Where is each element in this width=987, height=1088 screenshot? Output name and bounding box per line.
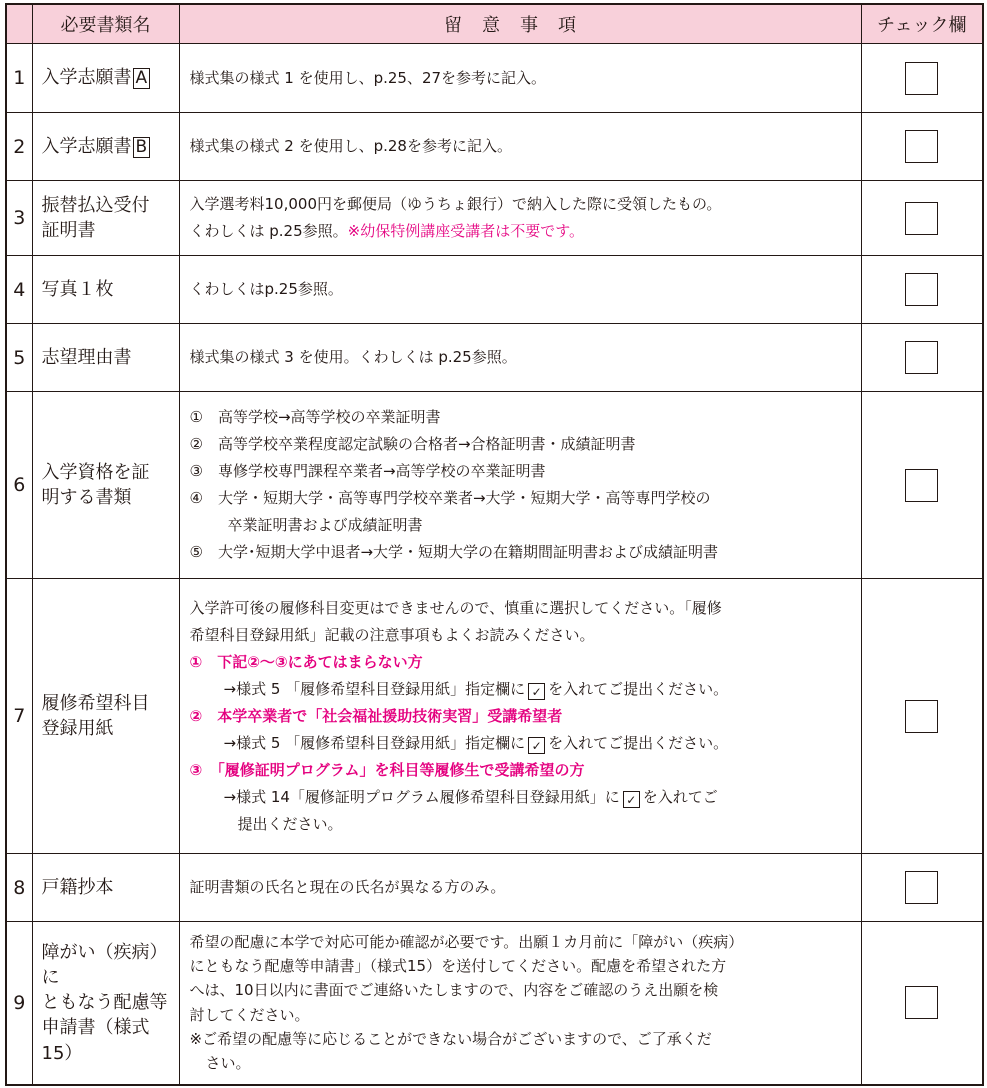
row-number: 4	[6, 256, 32, 324]
table-row	[6, 113, 983, 181]
row-number: 2	[6, 113, 32, 181]
document-note: 様式集の様式 2 を使用し、p.28を参考に記入。	[179, 113, 861, 181]
row-number: 8	[6, 854, 32, 922]
option-heading: ② 本学卒業者で「社会福祉援助技術実習」受講希望者	[189, 706, 563, 725]
document-name: 障がい（疾病）に ともなう配慮等 申請書（様式15）	[32, 922, 179, 1085]
document-name: 志望理由書	[32, 324, 179, 392]
row-number: 3	[6, 181, 32, 256]
table-row	[6, 922, 983, 1085]
check-cell	[861, 44, 983, 113]
checkbox[interactable]	[905, 700, 938, 733]
document-note	[179, 392, 861, 579]
checkmark-icon: ✓	[528, 737, 545, 754]
header-num	[6, 4, 32, 44]
check-cell	[861, 579, 983, 854]
checkbox[interactable]	[905, 202, 938, 235]
check-cell	[861, 256, 983, 324]
header-check: チェック欄	[861, 4, 983, 44]
required-documents-table	[5, 3, 984, 1086]
table-header-row	[6, 4, 983, 44]
check-cell	[861, 854, 983, 922]
checkmark-icon: ✓	[623, 791, 640, 808]
form-tag: A	[133, 68, 151, 89]
document-name: 履修希望科目 登録用紙	[32, 579, 179, 854]
checkbox[interactable]	[905, 341, 938, 374]
row-number: 1	[6, 44, 32, 113]
list-item: ④ 大学・短期大学・高等専門学校卒業者→大学・短期大学・高等専門学校の	[189, 489, 711, 507]
table-row	[6, 324, 983, 392]
document-name: 入学志願書 B	[32, 113, 179, 181]
table-row	[6, 181, 983, 256]
list-item: ③ 専修学校専門課程卒業者→高等学校の卒業証明書	[189, 462, 546, 480]
document-name: 振替払込受付 証明書	[32, 181, 179, 256]
checkbox[interactable]	[905, 273, 938, 306]
list-item-continuation: 卒業証明書および成績証明書	[227, 516, 423, 534]
document-name: 戸籍抄本	[32, 854, 179, 922]
table-row	[6, 579, 983, 854]
document-note: 入学選考料10,000円を郵便局（ゆうちょ銀行）で納入した際に受領したもの。 くわしくは p.25参照。※幼保特例講座受講者は不要です。	[179, 181, 861, 256]
checkbox[interactable]	[905, 986, 938, 1019]
table-row	[6, 854, 983, 922]
checkbox[interactable]	[905, 130, 938, 163]
list-item: ② 高等学校卒業程度認定試験の合格者→合格証明書・成績証明書	[189, 435, 636, 453]
list-item: ⑤ 大学･短期大学中退者→大学・短期大学の在籍期間証明書および成績証明書	[189, 543, 719, 561]
document-name: 写真１枚	[32, 256, 179, 324]
document-name: 入学資格を証 明する書類	[32, 392, 179, 579]
check-cell	[861, 324, 983, 392]
document-note: 証明書類の氏名と現在の氏名が異なる方のみ。	[179, 854, 861, 922]
document-note: 様式集の様式 3 を使用。くわしくは p.25参照。	[179, 324, 861, 392]
option-instruction: →様式 5 「履修希望科目登録用紙」指定欄に ✓ を入れてご提出ください。	[223, 679, 729, 699]
row-number: 7	[6, 579, 32, 854]
document-note: 希望の配慮に本学で対応可能か確認が必要です。出願１カ月前に「障がい（疾病） にともなう配慮等申請書」（様式15）を送付してください。配慮を希望された方 へは、10日以内に書面でご連絡いたしますので、内容をご確認のうえ出願を検 討してください。 ※ご希望の配慮等に応じることができない場合がございますので、ご了承くだ さい。	[179, 922, 861, 1085]
table-row	[6, 256, 983, 324]
checkbox[interactable]	[905, 469, 938, 502]
header-document-name: 必要書類名	[32, 4, 179, 44]
option-instruction: →様式 14「履修証明プログラム履修希望科目登録用紙」に ✓ を入れてご	[223, 787, 718, 807]
option-instruction: →様式 5 「履修希望科目登録用紙」指定欄に ✓ を入れてご提出ください。	[223, 733, 729, 753]
row-number: 6	[6, 392, 32, 579]
document-note: 様式集の様式 1 を使用し、p.25、27を参考に記入。	[179, 44, 861, 113]
checkbox[interactable]	[905, 62, 938, 95]
header-notes: 留意事項	[179, 4, 861, 44]
table-row	[6, 44, 983, 113]
form-tag: B	[133, 137, 151, 158]
table-row	[6, 392, 983, 579]
document-note: 入学許可後の履修科目変更はできませんので、慎重に選択してください。「履修 希望科目登録用紙」記載の注意事項もよくお読みください。 ① 下記②～③にあてはまらない方 →様式 5 「履修希望科目登録用紙」指定欄に ✓ を入れてご提出ください。 ② 本学卒業者で「社会福祉援助技術実習」受講希望者 →様式 5 「履修希望科目登録用紙」指定欄に ✓ を入れてご提出ください。 ③ 「履修証明プログラム」を科目等履修生で受講希望の方 →様式 14「履修証明プログラム履修希望科目登録用紙」に ✓ を入れてご 提出ください。	[179, 579, 861, 854]
check-cell	[861, 181, 983, 256]
document-note: くわしくはp.25参照。	[179, 256, 861, 324]
checkbox[interactable]	[905, 871, 938, 904]
check-cell	[861, 922, 983, 1085]
check-cell	[861, 113, 983, 181]
option-heading: ① 下記②～③にあてはまらない方	[189, 652, 423, 671]
document-name: 入学志願書 A	[32, 44, 179, 113]
exemption-note: ※幼保特例講座受講者は不要です。	[347, 222, 585, 240]
row-number: 5	[6, 324, 32, 392]
check-cell	[861, 392, 983, 579]
row-number: 9	[6, 922, 32, 1085]
list-item: ① 高等学校→高等学校の卒業証明書	[189, 408, 441, 426]
option-heading: ③ 「履修証明プログラム」を科目等履修生で受講希望の方	[189, 760, 585, 779]
checkmark-icon: ✓	[528, 683, 545, 700]
